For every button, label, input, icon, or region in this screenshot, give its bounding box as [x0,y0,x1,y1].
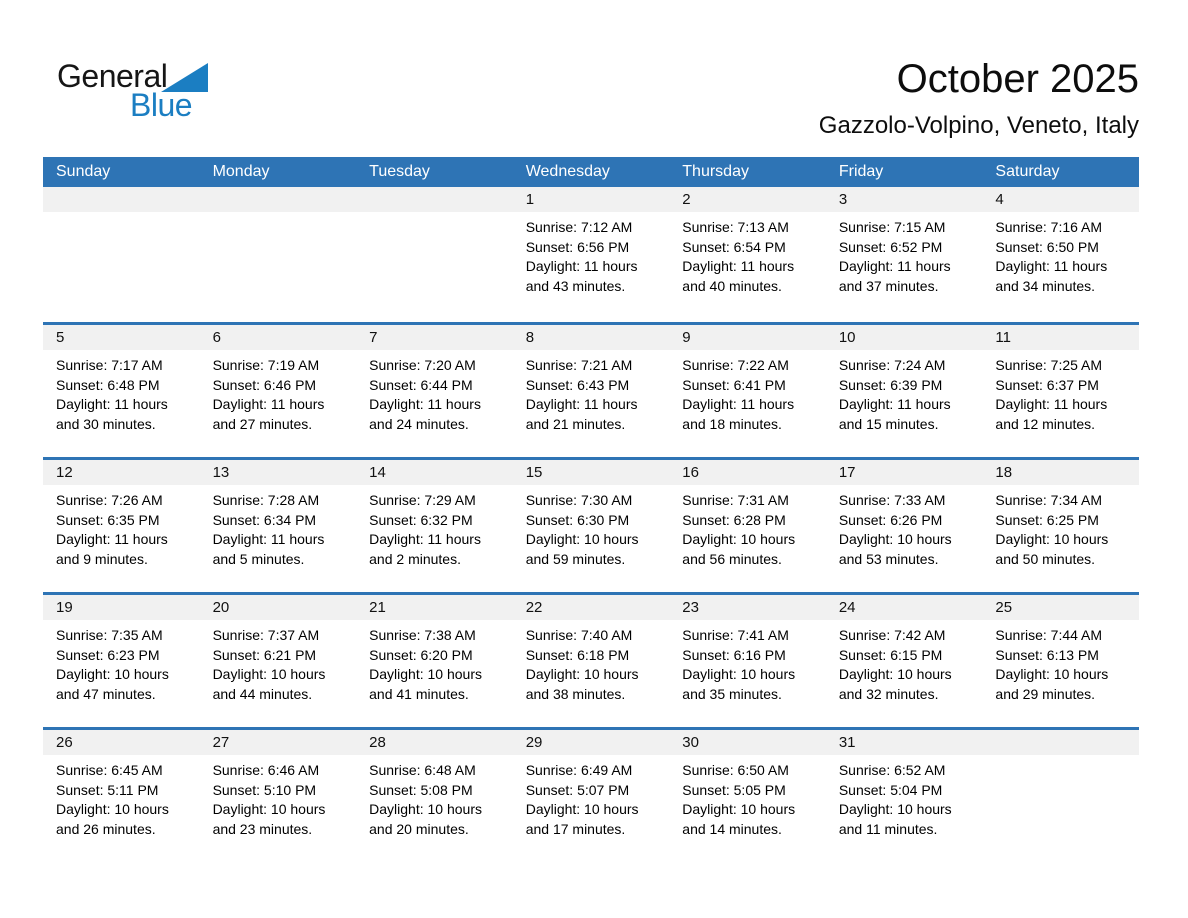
day-cell-24 [826,595,983,727]
daylight-text-line2: and 15 minutes. [838,415,939,432]
sunrise-text: Sunrise: 7:31 AM [682,492,789,508]
daylight-text-line1: Daylight: 10 hours [838,801,952,817]
day-number: 4 [995,191,1004,208]
day-cell-29 [513,730,670,862]
day-number: 1 [525,191,535,208]
daylight-text-line2: and 18 minutes. [682,415,782,432]
daylight-text-line1: Daylight: 11 hours [369,396,481,412]
day-cell-6 [200,325,357,457]
day-details [356,350,513,434]
daylight-text-line1: Daylight: 10 hours [212,666,326,682]
day-cell-22 [513,595,670,727]
sunset-text: Sunset: 6:16 PM [682,646,786,663]
day-details [982,755,1139,761]
sunset-text: Sunset: 6:32 PM [369,511,473,528]
week-row-1 [43,187,1139,322]
sunset-text: Sunset: 6:21 PM [212,646,317,663]
sunrise-text: Sunrise: 7:30 AM [525,492,633,508]
sunset-text: Sunset: 5:07 PM [525,781,630,798]
daylight-text-line2: and 17 minutes. [525,820,626,837]
week-row-4 [43,592,1139,727]
day-number: 31 [838,734,856,751]
day-number-band [43,325,200,350]
day-cell-26 [43,730,200,862]
day-number: 22 [525,599,543,616]
sunrise-text: Sunrise: 7:15 AM [838,219,946,235]
daylight-text-line2: and 40 minutes. [682,277,782,294]
day-details [43,212,200,218]
day-number: 27 [212,734,230,751]
daylight-text-line1: Daylight: 11 hours [56,531,168,547]
daylight-text-line1: Daylight: 10 hours [525,666,639,682]
day-number-band [669,460,826,485]
day-number-band [669,595,826,620]
day-number-band [669,730,826,755]
day-number-band [200,595,357,620]
day-details [43,485,200,569]
sunrise-text: Sunrise: 7:13 AM [682,219,789,235]
sunset-text: Sunset: 6:18 PM [525,646,630,663]
sunrise-text: Sunrise: 6:52 AM [838,762,946,778]
day-cell-1 [513,187,670,322]
daylight-text-line1: Daylight: 10 hours [525,531,639,547]
day-number: 26 [56,734,73,751]
day-details [513,755,670,839]
sunrise-text: Sunrise: 6:45 AM [56,762,163,778]
daylight-text-line1: Daylight: 10 hours [369,801,482,817]
day-number: 16 [682,464,699,481]
day-details [200,350,357,434]
day-number: 14 [369,464,386,481]
empty-day-cell [356,187,513,322]
daylight-text-line2: and 11 minutes. [838,820,938,837]
weekday-header-tuesday: Tuesday [369,163,430,180]
day-details [669,755,826,839]
day-number-band [669,187,826,212]
day-number-band [513,325,670,350]
sunrise-text: Sunrise: 7:42 AM [838,627,946,643]
sunset-text: Sunset: 6:54 PM [682,238,786,255]
sunrise-text: Sunrise: 7:29 AM [369,492,476,508]
sunset-text: Sunset: 6:15 PM [838,646,943,663]
weekday-header-monday: Monday [212,163,270,180]
day-details [982,620,1139,704]
day-cell-9 [669,325,826,457]
weekday-header-friday: Friday [838,163,884,180]
day-number: 24 [838,599,856,616]
day-cell-5 [43,325,200,457]
sunrise-text: Sunrise: 7:19 AM [212,357,320,373]
day-number-band [669,325,826,350]
daylight-text-line1: Daylight: 10 hours [682,801,796,817]
weekday-header-wednesday: Wednesday [525,163,610,180]
day-number: 5 [56,329,65,346]
day-number: 20 [212,599,230,616]
daylight-text-line2: and 59 minutes. [525,550,626,567]
sunset-text: Sunset: 6:44 PM [369,376,473,393]
sunset-text: Sunset: 5:11 PM [56,781,159,798]
sunset-text: Sunset: 6:35 PM [56,511,160,528]
sunset-text: Sunset: 6:20 PM [369,646,473,663]
daylight-text-line1: Daylight: 10 hours [838,666,952,682]
day-number-band [826,325,983,350]
daylight-text-line2: and 50 minutes. [995,550,1096,567]
daylight-text-line2: and 2 minutes. [369,550,461,567]
day-cell-21 [356,595,513,727]
sunrise-text: Sunrise: 6:50 AM [682,762,789,778]
sunset-text: Sunset: 6:13 PM [995,646,1099,663]
day-cell-4 [982,187,1139,322]
sunrise-text: Sunrise: 7:25 AM [995,357,1103,373]
weekday-header-thursday: Thursday [682,163,749,180]
daylight-text-line2: and 47 minutes. [56,685,156,702]
day-number: 10 [838,329,856,346]
day-details [356,755,513,839]
day-number-band [356,460,513,485]
sunset-text: Sunset: 5:10 PM [212,781,317,798]
sunset-text: Sunset: 6:48 PM [56,376,160,393]
sunrise-text: Sunrise: 7:16 AM [995,219,1103,235]
daylight-text-line2: and 24 minutes. [369,415,469,432]
day-details [669,485,826,569]
daylight-text-line2: and 35 minutes. [682,685,782,702]
daylight-text-line1: Daylight: 10 hours [525,801,639,817]
daylight-text-line1: Daylight: 10 hours [838,531,952,547]
daylight-text-line1: Daylight: 11 hours [995,258,1108,274]
day-number-band [356,730,513,755]
day-cell-30 [669,730,826,862]
day-cell-11 [982,325,1139,457]
day-details [356,620,513,704]
daylight-text-line2: and 53 minutes. [838,550,939,567]
daylight-text-line2: and 9 minutes. [56,550,148,567]
day-details [43,755,200,839]
daylight-text-line1: Daylight: 11 hours [56,396,168,412]
day-number-band [982,325,1139,350]
daylight-text-line2: and 38 minutes. [525,685,626,702]
day-details [200,620,357,704]
daylight-text-line2: and 43 minutes. [525,277,626,294]
sunset-text: Sunset: 6:52 PM [838,238,943,255]
sunrise-text: Sunrise: 7:35 AM [56,627,163,643]
sunset-text: Sunset: 6:37 PM [995,376,1099,393]
sunset-text: Sunset: 6:56 PM [525,238,630,255]
daylight-text-line2: and 20 minutes. [369,820,469,837]
day-number-band [826,730,983,755]
day-number: 13 [212,464,230,481]
sunrise-text: Sunrise: 7:26 AM [56,492,163,508]
daylight-text-line2: and 21 minutes. [525,415,626,432]
day-details [200,755,357,839]
weekday-header-sunday: Sunday [56,163,111,180]
day-details [982,350,1139,434]
day-details [356,212,513,218]
day-number-band [513,595,670,620]
day-number: 9 [682,329,691,346]
day-number-band [43,730,200,755]
day-cell-25 [982,595,1139,727]
day-details [43,620,200,704]
day-cell-3 [826,187,983,322]
sunset-text: Sunset: 5:05 PM [682,781,786,798]
day-number-band [982,460,1139,485]
sunrise-text: Sunrise: 7:21 AM [525,357,633,373]
sunset-text: Sunset: 6:25 PM [995,511,1099,528]
weekday-header-row [43,157,1139,187]
day-number: 23 [682,599,699,616]
daylight-text-line1: Daylight: 10 hours [369,666,482,682]
daylight-text-line1: Daylight: 11 hours [682,258,795,274]
day-number-band [43,595,200,620]
logo-row-blue [130,89,208,121]
day-number-band [826,460,983,485]
sunset-text: Sunset: 6:23 PM [56,646,160,663]
day-number: 8 [525,329,535,346]
day-details [513,212,670,296]
daylight-text-line1: Daylight: 10 hours [212,801,326,817]
day-number-band [200,460,357,485]
daylight-text-line2: and 23 minutes. [212,820,313,837]
daylight-text-line1: Daylight: 11 hours [838,396,951,412]
sunrise-text: Sunrise: 7:34 AM [995,492,1103,508]
day-details [200,485,357,569]
day-number-band [513,187,670,212]
sunset-text: Sunset: 6:43 PM [525,376,630,393]
sunrise-text: Sunrise: 7:38 AM [369,627,476,643]
daylight-text-line1: Daylight: 11 hours [525,258,638,274]
daylight-text-line2: and 5 minutes. [212,550,305,567]
empty-day-cell [982,730,1139,862]
day-cell-18 [982,460,1139,592]
week-row-3 [43,457,1139,592]
day-details [982,212,1139,296]
day-number: 29 [525,734,543,751]
month-title: October 2025 [896,57,1139,101]
sunset-text: Sunset: 6:30 PM [525,511,630,528]
day-cell-2 [669,187,826,322]
daylight-text-line2: and 56 minutes. [682,550,782,567]
sunrise-text: Sunrise: 7:37 AM [212,627,320,643]
day-details [826,620,983,704]
sunrise-text: Sunrise: 7:44 AM [995,627,1103,643]
day-number-band [826,595,983,620]
daylight-text-line2: and 26 minutes. [56,820,156,837]
week-row-2 [43,322,1139,457]
day-cell-23 [669,595,826,727]
day-details [669,620,826,704]
day-number: 18 [995,464,1013,481]
day-number: 6 [212,329,221,346]
day-details [826,485,983,569]
day-cell-31 [826,730,983,862]
day-details [826,350,983,434]
sunrise-text: Sunrise: 6:46 AM [212,762,320,778]
daylight-text-line2: and 32 minutes. [838,685,939,702]
sunset-text: Sunset: 6:50 PM [995,238,1099,255]
sunrise-text: Sunrise: 7:33 AM [838,492,946,508]
daylight-text-line2: and 29 minutes. [995,685,1096,702]
calendar-table [43,157,1139,862]
location-subtitle: Gazzolo-Volpino, Veneto, Italy [818,112,1139,139]
week-row-5 [43,727,1139,862]
day-cell-15 [513,460,670,592]
sunrise-text: Sunrise: 7:40 AM [525,627,633,643]
day-number: 19 [56,599,73,616]
daylight-text-line1: Daylight: 10 hours [682,666,796,682]
day-details [513,620,670,704]
sunset-text: Sunset: 6:39 PM [838,376,943,393]
day-number-band [200,325,357,350]
day-number-band [356,325,513,350]
sunset-text: Sunset: 6:41 PM [682,376,786,393]
title-block [819,56,1139,140]
empty-day-cell [43,187,200,322]
day-number-band [826,187,983,212]
day-cell-13 [200,460,357,592]
day-details [513,485,670,569]
daylight-text-line2: and 14 minutes. [682,820,782,837]
day-cell-17 [826,460,983,592]
day-details [826,212,983,296]
day-number: 12 [56,464,73,481]
weekday-header-saturday: Saturday [995,163,1060,180]
day-number-band [356,595,513,620]
day-number-band [200,730,357,755]
daylight-text-line1: Daylight: 11 hours [212,531,325,547]
sunset-text: Sunset: 6:34 PM [212,511,317,528]
daylight-text-line2: and 30 minutes. [56,415,156,432]
day-number-band [513,460,670,485]
sunrise-text: Sunrise: 7:12 AM [525,219,633,235]
day-number-band [356,187,513,212]
day-details [982,485,1139,569]
day-cell-7 [356,325,513,457]
day-cell-19 [43,595,200,727]
sunrise-text: Sunrise: 7:41 AM [682,627,789,643]
day-number-band [982,187,1139,212]
sunset-text: Sunset: 5:08 PM [369,781,473,798]
day-cell-27 [200,730,357,862]
sunrise-text: Sunrise: 7:22 AM [682,357,789,373]
daylight-text-line1: Daylight: 11 hours [212,396,325,412]
sunset-text: Sunset: 6:28 PM [682,511,786,528]
sunrise-text: Sunrise: 7:20 AM [369,357,476,373]
sunset-text: Sunset: 5:04 PM [838,781,943,798]
logo-text-general: General [57,58,168,94]
day-details [43,350,200,434]
sunset-text: Sunset: 6:26 PM [838,511,943,528]
day-number: 11 [995,329,1011,346]
logo-text-blue: Blue [130,87,193,123]
day-cell-12 [43,460,200,592]
daylight-text-line1: Daylight: 11 hours [995,396,1108,412]
general-blue-logo [57,60,208,121]
sunrise-text: Sunrise: 7:24 AM [838,357,946,373]
daylight-text-line1: Daylight: 10 hours [56,666,169,682]
daylight-text-line2: and 34 minutes. [995,277,1096,294]
day-cell-16 [669,460,826,592]
day-details [356,485,513,569]
sunset-text: Sunset: 6:46 PM [212,376,317,393]
day-number: 17 [838,464,856,481]
day-cell-10 [826,325,983,457]
sunrise-text: Sunrise: 6:49 AM [525,762,633,778]
daylight-text-line2: and 44 minutes. [212,685,313,702]
day-number-band [43,187,200,212]
day-number: 25 [995,599,1013,616]
daylight-text-line2: and 27 minutes. [212,415,313,432]
day-number-band [982,730,1139,755]
day-number-band [982,595,1139,620]
day-details [826,755,983,839]
daylight-text-line2: and 12 minutes. [995,415,1096,432]
day-details [200,212,357,218]
sunrise-text: Sunrise: 6:48 AM [369,762,476,778]
day-number: 7 [369,329,378,346]
day-number: 28 [369,734,386,751]
day-details [513,350,670,434]
day-number-band [200,187,357,212]
day-cell-20 [200,595,357,727]
day-number: 2 [682,191,691,208]
day-number: 15 [525,464,543,481]
day-details [669,212,826,296]
day-number: 21 [369,599,386,616]
sunrise-text: Sunrise: 7:17 AM [56,357,163,373]
day-cell-28 [356,730,513,862]
day-number: 30 [682,734,699,751]
daylight-text-line1: Daylight: 11 hours [369,531,481,547]
day-number-band [513,730,670,755]
day-number-band [43,460,200,485]
daylight-text-line1: Daylight: 10 hours [56,801,169,817]
daylight-text-line1: Daylight: 10 hours [995,531,1109,547]
empty-day-cell [200,187,357,322]
day-cell-14 [356,460,513,592]
day-number: 3 [838,191,848,208]
day-details [669,350,826,434]
daylight-text-line1: Daylight: 11 hours [525,396,638,412]
sunrise-text: Sunrise: 7:28 AM [212,492,320,508]
daylight-text-line2: and 41 minutes. [369,685,469,702]
daylight-text-line2: and 37 minutes. [838,277,939,294]
day-cell-8 [513,325,670,457]
daylight-text-line1: Daylight: 11 hours [838,258,951,274]
daylight-text-line1: Daylight: 11 hours [682,396,795,412]
daylight-text-line1: Daylight: 10 hours [995,666,1109,682]
calendar-weeks [43,187,1139,862]
daylight-text-line1: Daylight: 10 hours [682,531,796,547]
